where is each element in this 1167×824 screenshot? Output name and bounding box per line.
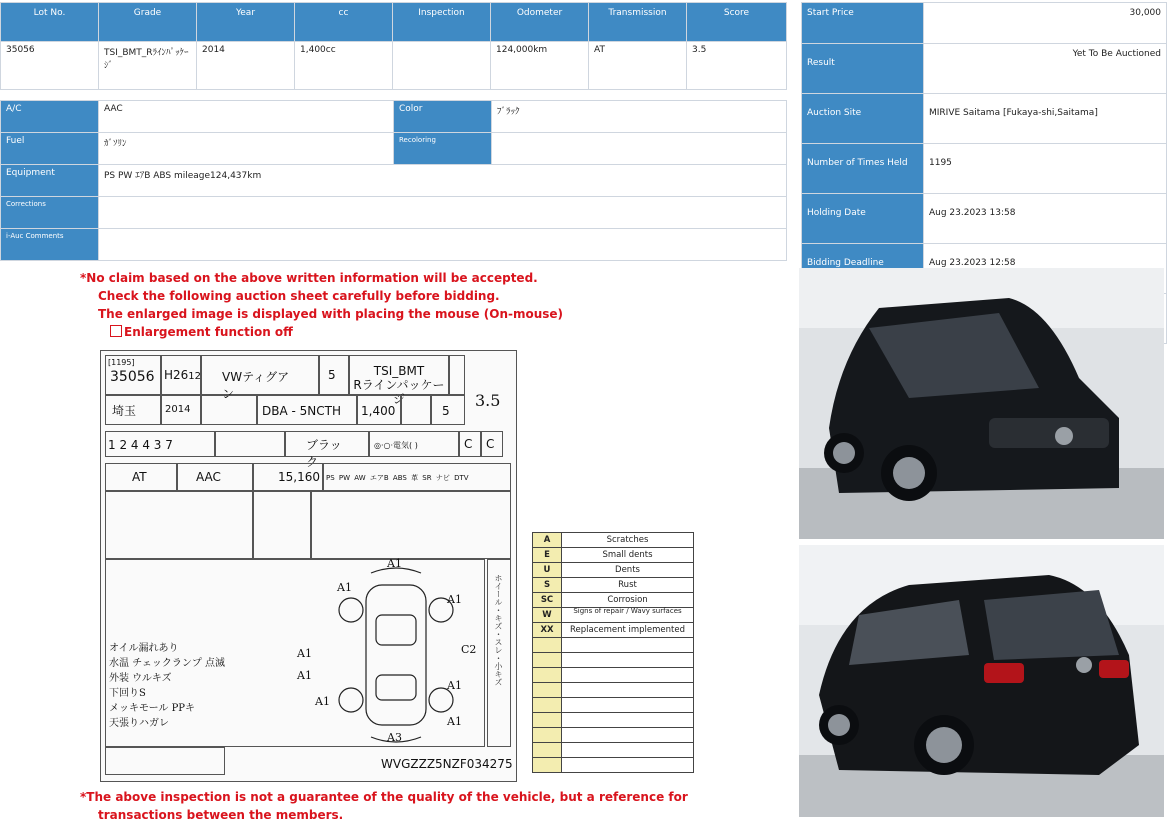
recoloring-label: Recoloring xyxy=(394,133,492,165)
mark-8: A3 xyxy=(387,731,402,744)
fuel-value: ｶﾞｿﾘﾝ xyxy=(99,133,394,165)
auction-site-label: Auction Site xyxy=(802,94,924,144)
ac-value: AAC xyxy=(99,101,394,133)
equipment-value: PS PW ｴｱB ABS mileage124,437km xyxy=(99,165,787,197)
header-lot-no: Lot No. xyxy=(1,3,99,42)
lot-odometer: 124,000km xyxy=(491,42,589,90)
sheet-recycle: 15,160 xyxy=(253,463,323,491)
lot-row xyxy=(1,42,787,90)
holding-date-value: Aug 23.2023 13:58 xyxy=(924,194,1167,244)
header-transmission: Transmission xyxy=(589,3,687,42)
legend-val-a: Scratches xyxy=(562,533,694,548)
opt-dtv: DTV xyxy=(454,474,469,482)
legend-key-sc: SC xyxy=(533,593,562,608)
sheet-year: 2014 xyxy=(161,395,201,425)
sheet-comment-box xyxy=(105,491,253,559)
mark-1: A1 xyxy=(387,557,402,570)
legend-val-sc: Corrosion xyxy=(562,593,694,608)
times-held-label: Number of Times Held xyxy=(802,144,924,194)
legend-val-s: Rust xyxy=(562,578,694,593)
opt-ps: PS xyxy=(326,474,335,482)
notice-line-2: Check the following auction sheet carefully before bidding. xyxy=(98,289,500,303)
sheet-aircon: AAC xyxy=(177,463,253,491)
sheet-vin: WVGZZZ5NZF034275 xyxy=(381,757,513,771)
mark-4: A1 xyxy=(297,647,312,660)
damage-legend xyxy=(532,532,694,773)
sheet-seats: 5 xyxy=(431,395,465,425)
note-4: 下回りS xyxy=(109,688,146,699)
mark-6: A1 xyxy=(315,695,330,708)
sheet-odometer: 1 2 4 4 3 7 xyxy=(105,431,215,457)
color-label: Color xyxy=(394,101,492,133)
lot-year: 2014 xyxy=(197,42,295,90)
sheet-keys: ◎·○·電気( ) xyxy=(369,431,459,457)
enlargement-label: Enlargement function off xyxy=(124,325,293,339)
legend-key-e: E xyxy=(533,548,562,563)
legend-val-xx: Replacement implemented xyxy=(562,623,694,638)
comments-value xyxy=(99,229,787,261)
result-value: Yet To Be Auctioned xyxy=(924,44,1167,94)
legend-key-s: S xyxy=(533,578,562,593)
sheet-empty-box xyxy=(201,395,257,425)
sheet-area: 埼玉 xyxy=(105,395,161,425)
legend-val-u: Dents xyxy=(562,563,694,578)
sheet-doors: 5 xyxy=(319,355,349,395)
sheet-notes xyxy=(109,641,225,731)
sheet-model: VWティグアン xyxy=(201,355,319,395)
result-label: Result xyxy=(802,44,924,94)
legend-key-xx: XX xyxy=(533,623,562,638)
sheet-color: ブラック xyxy=(285,431,369,457)
notice-block xyxy=(80,269,563,341)
holding-date-label: Holding Date xyxy=(802,194,924,244)
lot-no: 35056 xyxy=(1,42,99,90)
auction-sheet-image[interactable] xyxy=(100,350,517,782)
sheet-shift: AT xyxy=(105,463,177,491)
start-price-label: Start Price xyxy=(802,3,924,44)
opt-sr: SR xyxy=(422,474,432,482)
recoloring-value xyxy=(492,133,787,165)
sheet-cc: 1,400 xyxy=(357,395,401,425)
opt-aw: AW xyxy=(354,474,366,482)
header-inspection: Inspection xyxy=(393,3,491,42)
detail-table xyxy=(0,100,787,261)
sheet-lot-box xyxy=(105,355,161,395)
bottom-notice-1: *The above inspection is not a guarantee of the quality of the vehicle, but a reference for xyxy=(80,790,688,804)
sheet-grade-1: TSI_BMT xyxy=(373,364,425,378)
bidding-deadline-label: Bidding Deadline xyxy=(802,244,924,294)
lot-transmission: AT xyxy=(589,42,687,90)
ac-label: A/C xyxy=(1,101,99,133)
notice-line-1: *No claim based on the above written information will be accepted. xyxy=(80,271,538,285)
sheet-selling-point-box xyxy=(311,491,511,559)
bidding-deadline-value: Aug 23.2023 12:58 xyxy=(924,244,1167,294)
note-5: メッキモール PPキ xyxy=(109,703,196,714)
sheet-drive-box xyxy=(449,355,465,395)
sheet-dealer-box xyxy=(253,491,311,559)
legend-val-w: Signs of repair / Wavy surfaces xyxy=(562,608,694,623)
comments-label: i-Auc Comments xyxy=(1,229,99,261)
lot-table xyxy=(0,2,787,90)
equipment-label: Equipment xyxy=(1,165,99,197)
sheet-lot: 35056 xyxy=(110,369,155,385)
note-6: 天張りハガレ xyxy=(109,718,169,729)
sheet-grade-2: Rラインパッケージ xyxy=(353,378,445,406)
start-price-value: 30,000 xyxy=(924,3,1167,44)
sheet-score: 3.5 xyxy=(475,391,501,410)
legend-key-u: U xyxy=(533,563,562,578)
lot-inspection xyxy=(393,42,491,90)
auction-site-value: MIRIVE Saitama [Fukaya-shi,Saitama] xyxy=(924,94,1167,144)
opt-pw: PW xyxy=(338,474,351,482)
sheet-grade xyxy=(349,355,449,406)
opt-abs: ABS xyxy=(392,474,407,482)
notice-line-3: The enlarged image is displayed with placing the mouse (On-mouse) xyxy=(98,307,564,321)
car-rear-icon xyxy=(799,545,1164,817)
sheet-month: 12 xyxy=(188,371,202,382)
legend-key-w: W xyxy=(533,608,562,623)
header-odometer: Odometer xyxy=(491,3,589,42)
lot-header-row xyxy=(1,3,787,42)
car-photo-front[interactable] xyxy=(799,268,1164,539)
note-2: 水温 チェックランプ 点滅 xyxy=(109,658,226,669)
sheet-interior-2: C xyxy=(481,431,503,457)
sheet-interior-1: C xyxy=(459,431,481,457)
header-cc: cc xyxy=(295,3,393,42)
sheet-footer-box xyxy=(105,747,225,775)
mark-5: A1 xyxy=(297,669,312,682)
sheet-times: [1195] xyxy=(108,358,135,367)
sheet-side-column: ホイール・キズ・スレ・小キズ xyxy=(487,559,511,747)
opt-navi: ナビ xyxy=(435,474,450,482)
bottom-notice xyxy=(80,788,688,824)
sheet-era-value: H26 xyxy=(164,368,189,382)
lot-score: 3.5 xyxy=(687,42,787,90)
car-photo-rear[interactable] xyxy=(799,545,1164,817)
mark-3: A1 xyxy=(447,593,462,606)
mark-10: A1 xyxy=(447,715,462,728)
bottom-notice-2: transactions between the members. xyxy=(98,808,344,822)
color-value: ﾌﾞﾗｯｸ xyxy=(492,101,787,133)
car-front-icon xyxy=(799,268,1164,539)
sheet-mileage-box xyxy=(215,431,285,457)
enlargement-checkbox[interactable] xyxy=(110,325,122,337)
sheet-type: DBA - 5NCTH xyxy=(257,395,357,425)
lot-grade: TSI_BMT_Rﾗｲﾝﾊﾟｯｹｰｼﾞ xyxy=(99,42,197,90)
legend-val-e: Small dents xyxy=(562,548,694,563)
enlargement-toggle[interactable] xyxy=(80,323,563,341)
note-1: オイル漏れあり xyxy=(109,643,179,654)
note-3: 外装 ウルキズ xyxy=(109,673,172,684)
mark-9: C2 xyxy=(461,643,477,656)
legend-key-a: A xyxy=(533,533,562,548)
sheet-options xyxy=(323,463,511,491)
header-grade: Grade xyxy=(99,3,197,42)
corrections-label: Corrections xyxy=(1,197,99,229)
header-year: Year xyxy=(197,3,295,42)
sheet-ownership-box xyxy=(401,395,431,425)
corrections-value xyxy=(99,197,787,229)
mark-7: A1 xyxy=(447,679,462,692)
sheet-era xyxy=(161,355,201,395)
fuel-label: Fuel xyxy=(1,133,99,165)
header-score: Score xyxy=(687,3,787,42)
opt-airbag: エアB xyxy=(369,474,389,482)
mark-2: A1 xyxy=(337,581,352,594)
opt-leather: 革 xyxy=(411,474,419,482)
lot-cc: 1,400cc xyxy=(295,42,393,90)
times-held-value: 1195 xyxy=(924,144,1167,194)
